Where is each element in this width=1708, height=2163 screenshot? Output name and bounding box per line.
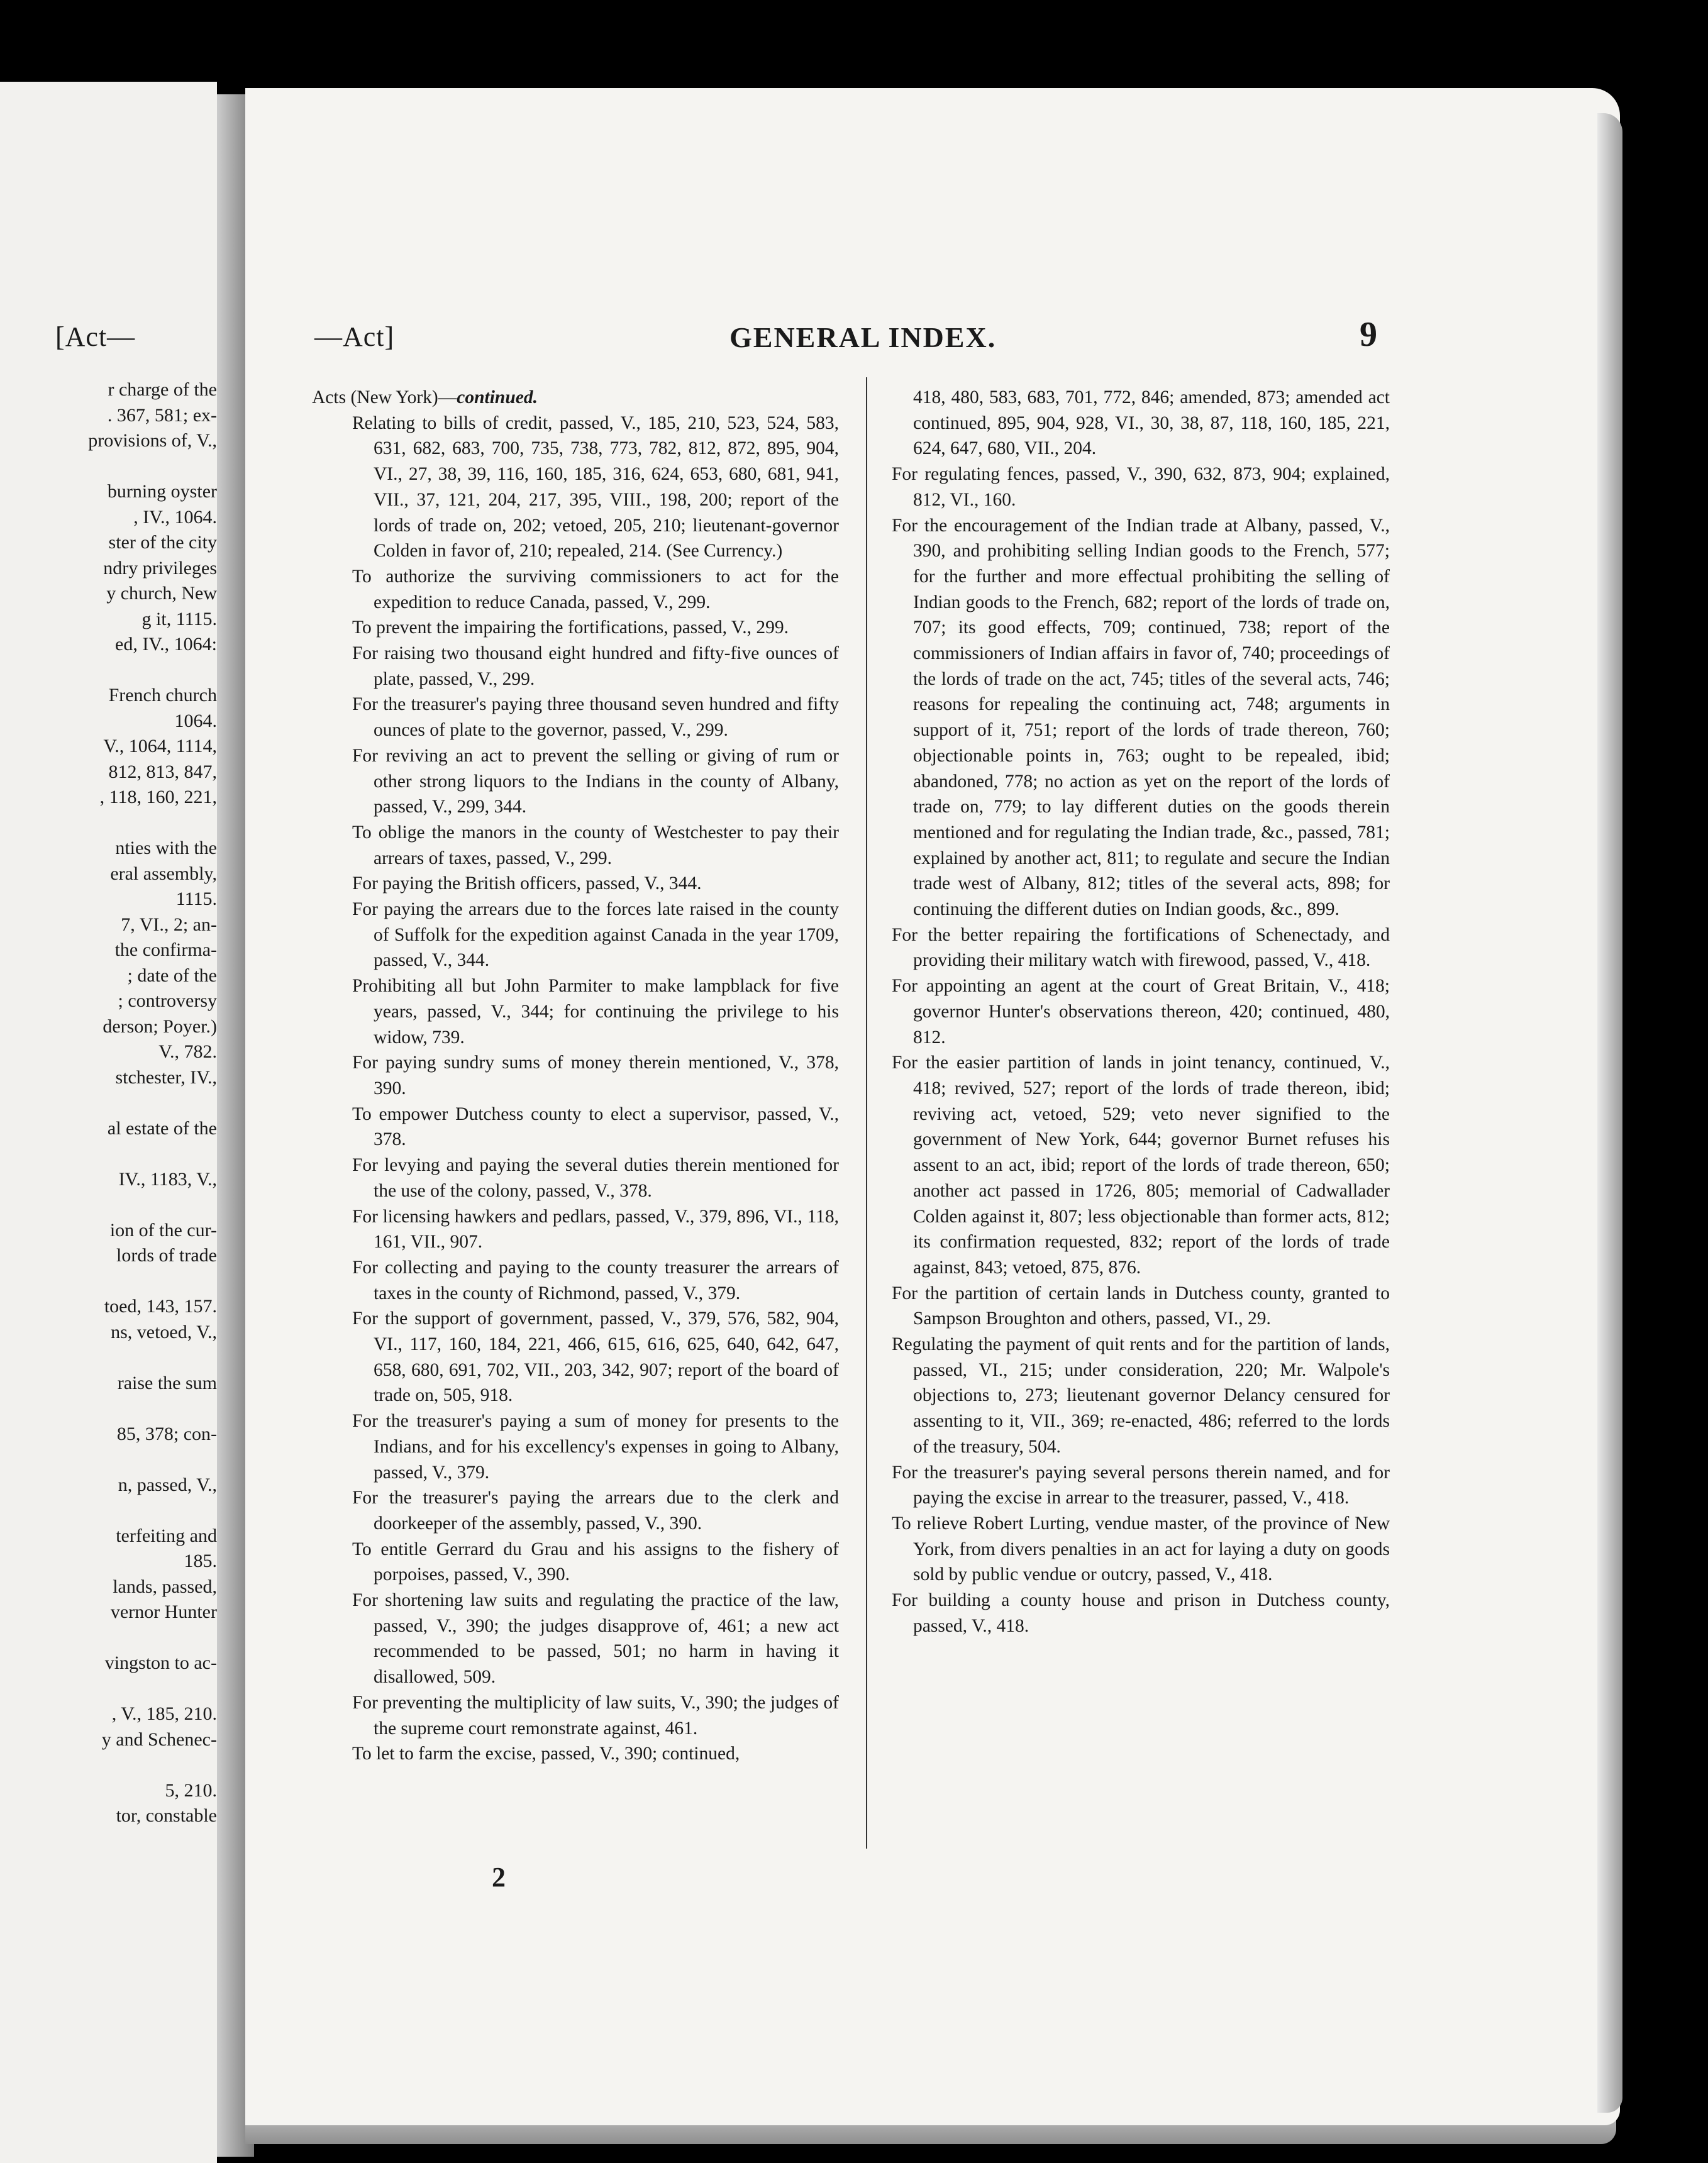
- facing-page-line: 812, 813, 847,: [108, 761, 217, 782]
- column-rule: [866, 377, 867, 1849]
- facing-page-line: provisions of, V.,: [88, 430, 217, 451]
- facing-page-line: r charge of the: [108, 379, 217, 400]
- facing-page-line: terfeiting and: [116, 1525, 217, 1546]
- header-left-mark: —Act]: [314, 321, 395, 352]
- facing-page-line: al estate of the: [107, 1117, 217, 1139]
- index-heading: [312, 385, 839, 411]
- facing-page-line: IV., 1183, V.,: [118, 1168, 217, 1190]
- facing-page-text: [0, 377, 217, 1829]
- index-entry: For paying the arrears due to the forces late raised in the county of Suffolk for the expedition against Canada in the year 1709, passed, V., 344.: [352, 899, 839, 971]
- facing-page-line: [0, 1498, 217, 1524]
- facing-page-line: derson; Poyer.): [103, 1015, 217, 1037]
- facing-page-line: toed, 143, 157.: [104, 1296, 217, 1317]
- facing-page-line: 85, 378; con-: [116, 1423, 217, 1444]
- index-entry: For collecting and paying to the county treasurer the arrears of taxes in the county of Richmond, passed, V., 379.: [352, 1257, 839, 1303]
- facing-page-line: [0, 454, 217, 480]
- facing-page-line: [0, 1192, 217, 1218]
- facing-page-line: eral assembly,: [110, 863, 217, 884]
- index-entry: For the support of government, passed, V., 379, 576, 582, 904, VI., 117, 160, 184, 221, 466, 615, 616, 625, 640, 642, 647, 658, 680, 691, 702, VII., 203, 342, 907; report of the board of trade on, 505, 918.: [352, 1308, 839, 1406]
- facing-page-line: [0, 1269, 217, 1295]
- index-entry: Prohibiting all but John Parmiter to make lampblack for five years, passed, V., 344; for continuing the privilege to his widow, 739.: [352, 976, 839, 1048]
- facing-page-line: 185.: [184, 1551, 217, 1571]
- index-entry: For regulating fences, passed, V., 390, 632, 873, 904; explained, 812, VI., 160.: [892, 464, 1390, 510]
- facing-page-line: V., 782.: [158, 1041, 217, 1062]
- facing-page-line: 7, VI., 2; an-: [121, 914, 217, 935]
- index-entry: For the treasurer's paying a sum of money for presents to the Indians, and for his excellency's expenses in going to Albany, passed, V., 379.: [352, 1411, 839, 1483]
- heading-text: Acts (New York)—: [312, 387, 457, 407]
- facing-page-line: ; controversy: [118, 990, 217, 1011]
- facing-page-line: raise the sum: [117, 1372, 217, 1393]
- facing-page-line: 1064.: [174, 710, 217, 731]
- facing-page-line: , V., 185, 210.: [111, 1703, 217, 1724]
- index-entry: For shortening law suits and regulating the practice of the law, passed, V., 390; the judges disapprove of, 461; a new act recommended to be passed, 501; no harm in having it disallowed, 509.: [352, 1590, 839, 1688]
- index-entry: Regulating the payment of quit rents and for the partition of lands, passed, VI., 215; under consideration, 220; Mr. Walpole's objections to, 273; lieutenant governor Delancy censured for assenting to it, VII., 369; re-enacted, 486; referred to the lords of the treasury, 504.: [892, 1334, 1390, 1457]
- index-entry: To empower Dutchess county to elect a supervisor, passed, V., 378.: [352, 1104, 839, 1150]
- index-entry: For building a county house and prison in Dutchess county, passed, V., 418.: [892, 1590, 1390, 1636]
- facing-page-line: [0, 1090, 217, 1116]
- index-entry: For the better repairing the fortifications of Schenectady, and providing their military watch with firewood, passed, V., 418.: [892, 924, 1390, 971]
- index-entry: For levying and paying the several duties therein mentioned for the use of the colony, passed, V., 378.: [352, 1155, 839, 1201]
- facing-page-line: ion of the cur-: [109, 1219, 217, 1241]
- facing-page-line: [0, 1345, 217, 1371]
- facing-page-line: stchester, IV.,: [115, 1066, 217, 1088]
- index-entry: Relating to bills of credit, passed, V., 185, 210, 523, 524, 583, 631, 682, 683, 700, 735, 738, 773, 782, 812, 872, 895, 904, VI., 27, 38, 39, 116, 160, 185, 316, 624, 653, 680, 681, 941, VII., 37, 121, 204, 217, 395, VIII., 198, 200; report of the lords of trade on, 202; vetoed, 205, 210; lieutenant-governor Colden in favor of, 210; repealed, 214. (See Currency.): [352, 412, 839, 561]
- index-entry: For paying the British officers, passed, V., 344.: [352, 873, 702, 894]
- index-entry: For the treasurer's paying several persons therein named, and for paying the excise in arrear to the treasurer, passed, V., 418.: [892, 1462, 1390, 1508]
- facing-page-line: French church: [108, 685, 217, 705]
- facing-page-line: 1115.: [175, 888, 217, 909]
- facing-page-line: , IV., 1064.: [133, 506, 217, 528]
- facing-page-line: 5, 210.: [165, 1779, 217, 1801]
- facing-page-header: [Act—: [55, 321, 136, 352]
- index-entry: For the encouragement of the Indian trade at Albany, passed, V., 390, and prohibiting selling Indian goods to the French, 577; for the further and more effectual prohibiting the selling of Indian goods to the French, 682; report of the lords of trade on, 707; its good effects, 709; continued, 738; report of the commissioners of Indian affairs in favor of, 740; proceedings of the lords of trade on the act, 745; titles of the several acts, 746; reasons for repealing the continuing act, 748; arguments in support of it, 751; report of the lords of trade thereon, 760; objectionable points in, 763; ought to be repealed, ibid; abandoned, 778; no action as yet on the report of the lords of trade on, 779; to lay different duties on the goods therein mentioned and for regulating the Indian trade, &c., passed, 781; explained by another act, 811; to regulate and secure the Indian trade west of Albany, 812; titles of the several acts, 898; for continuing the different duties on Indian goods, &c., 899.: [892, 515, 1390, 920]
- index-entry: To let to farm the excise, passed, V., 390; continued,: [352, 1744, 740, 1764]
- facing-page-line: burning oyster: [107, 481, 217, 502]
- facing-page-line: [0, 658, 217, 683]
- page-edge-right: [1597, 113, 1622, 2113]
- facing-page-fragment: [0, 82, 217, 2163]
- facing-page-line: y and Schenec-: [101, 1729, 217, 1750]
- index-entry-continuation: 418, 480, 583, 683, 701, 772, 846; amended, 873; amended act continued, 895, 904, 928, VI., 30, 38, 87, 118, 160, 185, 221, 624, 647, 680, VII., 204.: [913, 387, 1390, 459]
- index-entry: To prevent the impairing the fortifications, passed, V., 299.: [352, 617, 789, 638]
- facing-page-line: [0, 1396, 217, 1422]
- index-entry: For the partition of certain lands in Dutchess county, granted to Sampson Broughton and others, passed, VI., 29.: [892, 1283, 1390, 1329]
- index-entry: For reviving an act to prevent the selling or giving of rum or other strong liquors to the Indians in the county of Albany, passed, V., 299, 344.: [352, 745, 839, 817]
- facing-page-line: y church, New: [106, 583, 217, 604]
- facing-page-line: ns, vetoed, V.,: [111, 1321, 217, 1342]
- facing-page-line: [0, 1141, 217, 1167]
- index-entry: For paying sundry sums of money therein mentioned, V., 378, 390.: [352, 1053, 839, 1098]
- facing-page-line: n, passed, V.,: [118, 1474, 217, 1495]
- index-entry: To entitle Gerrard du Grau and his assigns to the fishery of porpoises, passed, V., 390.: [352, 1539, 839, 1585]
- facing-page-line: ndry privileges: [103, 557, 217, 578]
- facing-page-line: [0, 1676, 217, 1702]
- facing-page-line: vingston to ac-: [104, 1652, 217, 1673]
- index-entry: For the easier partition of lands in joint tenancy, continued, V., 418; revived, 527; report of the lords of trade thereon, ibid; reviving act, vetoed, 529; veto never signified to the government of New York, 644; governor Burnet refuses his assent to an act, ibid; report of the lords of trade thereon, 650; another act passed in 1726, 805; memorial of Cadwallader Colden against it, 807; less objectionable than former acts, 812; its confirmation requested, 832; report of the lords of trade against, 843; vetoed, 875, 876.: [892, 1053, 1390, 1278]
- facing-page-line: lords of trade: [116, 1245, 217, 1266]
- facing-page-line: g it, 1115.: [141, 608, 217, 629]
- index-entry: For preventing the multiplicity of law suits, V., 390; the judges of the supreme court remonstrate against, 461.: [352, 1692, 839, 1739]
- facing-page-line: the confirma-: [114, 939, 217, 960]
- index-entry: To authorize the surviving commissioners to act for the expedition to reduce Canada, passed, V., 299.: [352, 566, 839, 612]
- index-entry: For the treasurer's paying three thousand seven hundred and fifty ounces of plate to the governor, passed, V., 299.: [352, 694, 839, 741]
- facing-page-line: [0, 810, 217, 836]
- index-entry: For appointing an agent at the court of Great Britain, V., 418; governor Hunter's observations thereon, 420; continued, 480, 812.: [892, 976, 1390, 1048]
- facing-page-line: ster of the city: [108, 532, 217, 553]
- index-entry: For licensing hawkers and pedlars, passed, V., 379, 896, VI., 118, 161, VII., 907.: [352, 1206, 839, 1253]
- facing-page-line: ed, IV., 1064:: [115, 634, 217, 655]
- facing-page-line: lands, passed,: [113, 1576, 217, 1597]
- facing-page-line: V., 1064, 1114,: [103, 736, 217, 756]
- facing-page-line: . 367, 581; ex-: [107, 404, 217, 426]
- index-entry: For raising two thousand eight hundred and fifty-five ounces of plate, passed, V., 299.: [352, 643, 839, 689]
- running-header: [314, 315, 1377, 365]
- page-number: 9: [1360, 315, 1377, 354]
- facing-page-line: tor, constable: [116, 1805, 217, 1826]
- facing-page-line: , 118, 160, 221,: [99, 787, 217, 807]
- index-entry: To oblige the manors in the county of Westchester to pay their arrears of taxes, passed, V., 299.: [352, 822, 839, 868]
- index-entry: For the treasurer's paying the arrears due to the clerk and doorkeeper of the assembly, passed, V., 390.: [352, 1488, 839, 1534]
- page-title: GENERAL INDEX.: [729, 321, 997, 353]
- signature-mark: 2: [492, 1862, 506, 1893]
- facing-page-line: [0, 1447, 217, 1473]
- facing-page-line: nties with the: [115, 838, 217, 858]
- index-entry: To relieve Robert Lurting, vendue master, of the province of New York, from divers penalties in an act for laying a duty on goods sold by public vendue or outcry, passed, V., 418.: [892, 1513, 1390, 1585]
- heading-continued: continued.: [457, 387, 538, 407]
- index-column-left: [312, 385, 839, 1767]
- facing-page-line: ; date of the: [127, 965, 217, 986]
- index-column-right: [892, 385, 1390, 1639]
- facing-page-line: [0, 1752, 217, 1778]
- facing-page-line: vernor Hunter: [110, 1602, 217, 1622]
- facing-page-line: [0, 1625, 217, 1651]
